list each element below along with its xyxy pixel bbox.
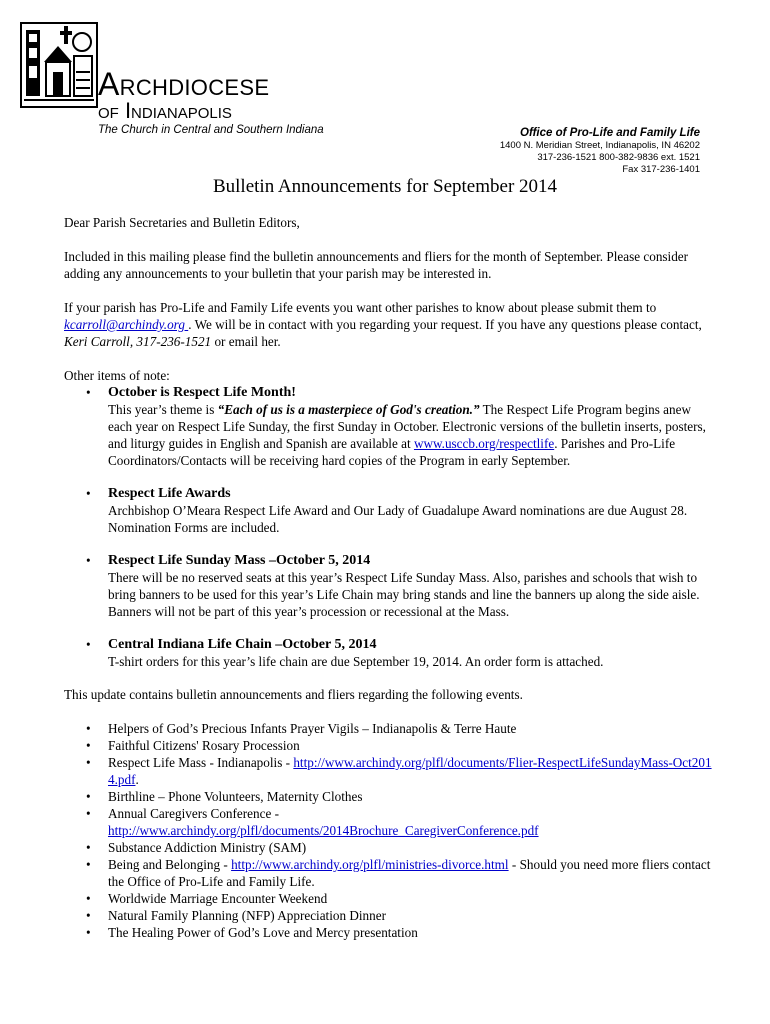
list-item bbox=[86, 384, 714, 469]
divorce-ministry-link[interactable]: http://www.archindy.org/plfl/ministries-divorce.html bbox=[231, 857, 509, 872]
note-text: . Parishes and Pro-Life Coordinators/Contacts will be receiving hard copies of the Program in early September. bbox=[108, 436, 676, 468]
org-subtitle: of Indianapolis bbox=[98, 98, 232, 123]
note-body: T-shirt orders for this year’s life chain are due September 19, 2014. An order form is attached. bbox=[108, 654, 604, 669]
caregiver-brochure-link[interactable]: http://www.archindy.org/plfl/documents/2014Brochure_CaregiverConference.pdf bbox=[108, 823, 539, 838]
usccb-link[interactable]: www.usccb.org/respectlife bbox=[413, 436, 555, 451]
note-body: Archbishop O’Meara Respect Life Award and Our Lady of Guadalupe Award nominations are due August 28. Nomination Forms are included. bbox=[108, 503, 688, 535]
list-item bbox=[86, 754, 714, 788]
office-phone: 317-236-1521 800-382-9836 ext. 1521 bbox=[537, 152, 700, 163]
contact-name: Keri Carroll, 317-236-1521 bbox=[64, 334, 212, 349]
greeting: Dear Parish Secretaries and Bulletin Editors, bbox=[64, 215, 300, 230]
org-name: Archdiocese bbox=[98, 66, 270, 102]
notes-list bbox=[86, 384, 714, 670]
list-item: • Birthline – Phone Volunteers, Maternity Clothes bbox=[86, 788, 714, 805]
event-text: Being and Belonging - bbox=[108, 857, 232, 872]
notes-intro: Other items of note: bbox=[64, 368, 170, 383]
email-link[interactable]: kcarroll@archindy.org bbox=[64, 317, 189, 332]
page-title: Bulletin Announcements for September 2014 bbox=[212, 176, 558, 197]
intro-paragraph: Included in this mailing please find the bulletin announcements and fliers for the month of September. Please consider adding any announcements to your bulletin that your parish may be interested in. bbox=[64, 249, 689, 281]
list-item: • Helpers of God’s Precious Infants Prayer Vigils – Indianapolis & Terre Haute bbox=[86, 720, 714, 737]
office-fax: Fax 317-236-1401 bbox=[622, 164, 700, 175]
note-heading: • Central Indiana Life Chain –October 5, 2014 bbox=[108, 637, 377, 652]
mass-flier-link[interactable]: http://www.archindy.org/plfl/documents/Flier-RespectLifeSundayMass-Oct2014.pdf bbox=[108, 755, 712, 787]
note-body: There will be no reserved seats at this year’s Respect Life Sunday Mass. Also, parishes and schools that wish to bring banners to be used for this year’s Life Chain may bring stands and line the banners up along the side aisle. Banners will not be part of this year’s procession or recessional at the Mass. bbox=[108, 570, 700, 619]
theme-text: “Each of us is a masterpiece of God's creation.” bbox=[217, 402, 480, 417]
note-body bbox=[108, 401, 714, 469]
note-heading: • October is Respect Life Month! bbox=[108, 385, 296, 400]
submit-paragraph bbox=[64, 299, 714, 350]
list-item bbox=[86, 552, 714, 620]
event-text: Annual Caregivers Conference - bbox=[108, 806, 279, 821]
letter-body bbox=[64, 214, 714, 941]
note-text: The Respect Life Program begins anew each year on Respect Life Sunday, the first Sunday in October. Electronic versions of the bulletin inserts, posters, and liturgy guides in English and Spanish are available at bbox=[108, 402, 706, 451]
list-item bbox=[86, 636, 714, 670]
note-heading: • Respect Life Sunday Mass –October 5, 2014 bbox=[108, 553, 371, 568]
list-item: • Worldwide Marriage Encounter Weekend bbox=[86, 890, 714, 907]
list-item: • The Healing Power of God’s Love and Mercy presentation bbox=[86, 924, 714, 941]
submit-text-mid: . We will be in contact with you regarding your request. If you have any questions please contact, bbox=[188, 317, 702, 332]
list-item: • Substance Addiction Ministry (SAM) bbox=[86, 839, 714, 856]
note-text: This year’s theme is bbox=[108, 402, 218, 417]
event-text: - Should you need more fliers contact the Office of Pro-Life and Family Life. bbox=[108, 857, 711, 889]
office-block bbox=[500, 126, 700, 176]
list-item bbox=[86, 856, 714, 890]
note-heading: • Respect Life Awards bbox=[108, 486, 231, 501]
office-name: Office of Pro-Life and Family Life bbox=[520, 127, 700, 139]
list-item bbox=[86, 805, 714, 839]
list-item: • Natural Family Planning (NFP) Appreciation Dinner bbox=[86, 907, 714, 924]
events-intro: This update contains bulletin announcements and fliers regarding the following events. bbox=[64, 687, 523, 702]
list-item bbox=[86, 485, 714, 536]
list-item: • Faithful Citizens' Rosary Procession bbox=[86, 737, 714, 754]
office-address: 1400 N. Meridian Street, Indianapolis, IN 46202 bbox=[499, 140, 700, 151]
events-list bbox=[86, 720, 714, 941]
org-tagline: The Church in Central and Southern Indiana bbox=[98, 124, 324, 136]
event-text: Respect Life Mass - Indianapolis - bbox=[108, 755, 294, 770]
submit-text-post: or email her. bbox=[211, 334, 281, 349]
submit-text-pre: If your parish has Pro-Life and Family Life events you want other parishes to know about please submit them to bbox=[64, 300, 657, 315]
event-text: . bbox=[135, 772, 139, 787]
archdiocese-logo bbox=[20, 22, 98, 108]
